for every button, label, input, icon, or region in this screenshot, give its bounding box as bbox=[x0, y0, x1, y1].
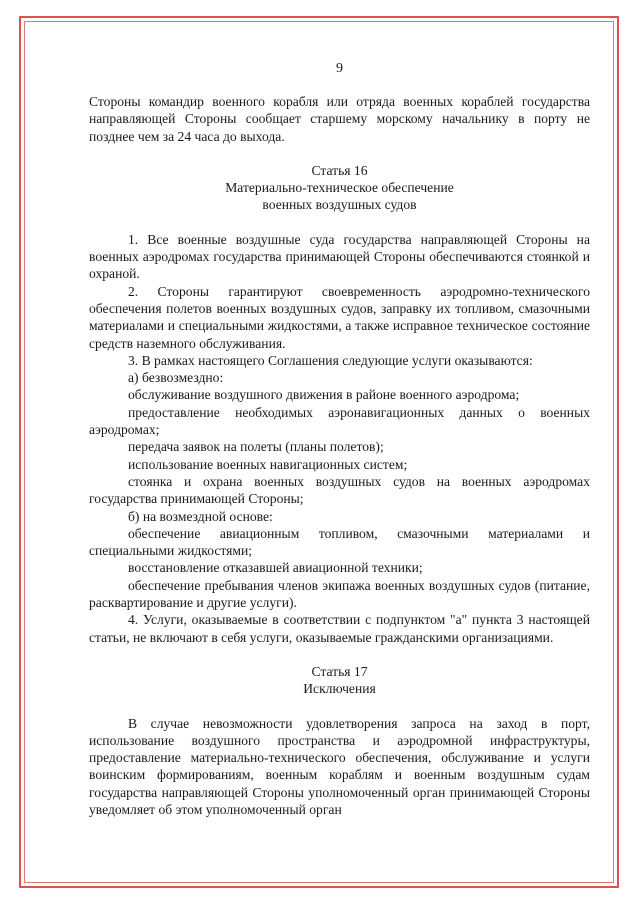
intro-paragraph: Стороны командир военного корабля или отряда военных кораблей государства направляющей Стороны сообщает старшему морскому начальнику в порту не позднее чем за 24 часа до выхода. bbox=[89, 94, 590, 144]
article-17-number: Статья 17 bbox=[311, 663, 368, 679]
document-page bbox=[89, 56, 590, 818]
article-16-title-line-1: Материально-техническое обеспечение bbox=[225, 180, 454, 196]
subitem-a-item: стоянка и охрана военных воздушных судов на военных аэродромах государства принимающей Стороны; bbox=[89, 473, 590, 507]
article-16-paragraph-3: 3. В рамках настоящего Соглашения следующие услуги оказываются: bbox=[128, 352, 533, 368]
article-16-paragraph-2: 2. Стороны гарантируют своевременность аэродромно-технического обеспечения полетов военных воздушных судов, заправку их топливом, смазочными материалами и специальными жидкостями, а также исправное техническое состояние средств наземного обслуживания. bbox=[89, 283, 590, 351]
subitem-a-item: использование военных навигационных систем; bbox=[128, 456, 408, 472]
article-16-number: Статья 16 bbox=[311, 162, 368, 178]
subitem-a-label: а) безвозмездно: bbox=[128, 370, 224, 386]
subitem-a-item: передача заявок на полеты (планы полетов); bbox=[128, 439, 384, 455]
article-17-title: Исключения bbox=[303, 681, 376, 697]
subitem-b-item: обеспечение авиационным топливом, смазочными материалами и специальными жидкостями; bbox=[89, 525, 590, 559]
subitem-b-item: обеспечение пребывания членов экипажа военных воздушных судов (питание, расквартирование и другие услуги). bbox=[89, 577, 590, 611]
subitem-a-item: предоставление необходимых аэронавигационных данных о военных аэродромах; bbox=[89, 404, 590, 438]
subitem-a-item: обслуживание воздушного движения в районе военного аэродрома; bbox=[128, 387, 520, 403]
article-16-paragraph-4: 4. Услуги, оказываемые в соответствии с подпунктом "а" пункта 3 настоящей статьи, не включают в себя услуги, оказываемые гражданскими организациями. bbox=[89, 612, 590, 645]
article-16-title-line-2: военных воздушных судов bbox=[262, 197, 417, 213]
subitem-b-item: восстановление отказавшей авиационной техники; bbox=[128, 560, 423, 576]
subitem-b-label: б) на возмездной основе: bbox=[128, 508, 273, 524]
article-17-paragraph-1: В случае невозможности удовлетворения запроса на заход в порт, использование воздушного пространства и аэродромной инфраструктуры, предоставление материально-технического обеспечения, обслуживание и услуги воинским формированиям, военным кораблям и военным воздушным судам государства направляющей Стороны уполномоченный орган принимающей Стороны уведомляет об этом уполномоченный орган bbox=[89, 715, 590, 817]
article-16-paragraph-1: 1. Все военные воздушные суда государства направляющей Стороны на военных аэродромах государства принимающей Стороны обеспечиваются стоянкой и охраной. bbox=[89, 231, 590, 282]
page-number: 9 bbox=[336, 61, 343, 76]
